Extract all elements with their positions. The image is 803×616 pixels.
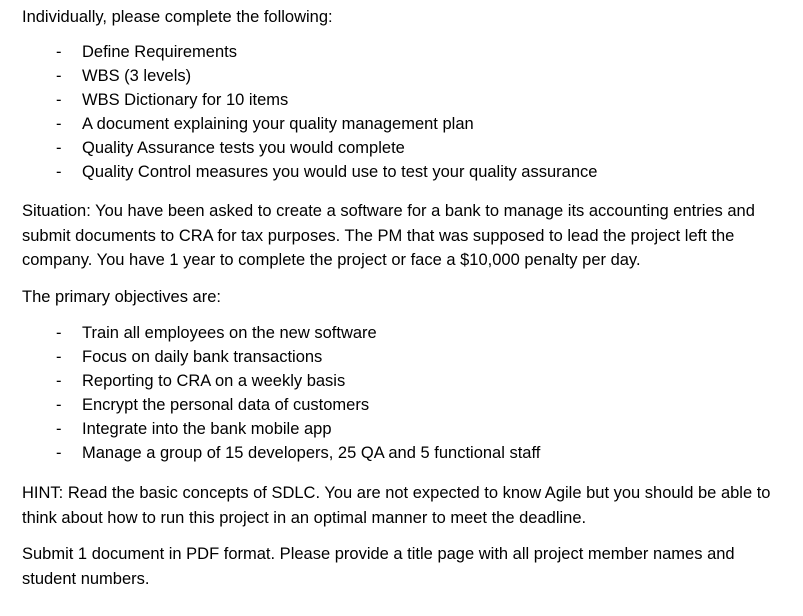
situation-paragraph <box>22 199 794 273</box>
objective-text: Focus on daily bank transactions <box>82 348 323 366</box>
bullet-dash: - <box>56 372 62 390</box>
situation-line: Situation: You have been asked to create a software for a bank to manage its accounting entries and <box>22 202 755 220</box>
objective-text: Manage a group of 15 developers, 25 QA and 5 functional staff <box>82 444 541 462</box>
bullet-dash: - <box>56 420 62 438</box>
task-text: Quality Control measures you would use to test your quality assurance <box>82 163 598 181</box>
objective-text: Integrate into the bank mobile app <box>82 420 332 438</box>
task-text: WBS (3 levels) <box>82 67 192 85</box>
bullet-dash: - <box>56 396 62 414</box>
submit-line: student numbers. <box>22 569 150 588</box>
objective-text: Reporting to CRA on a weekly basis <box>82 372 346 390</box>
bullet-dash: - <box>56 43 62 61</box>
situation-line: company. You have 1 year to complete the project or face a $10,000 penalty per day. <box>22 251 641 269</box>
bullet-dash: - <box>56 324 62 342</box>
hint-paragraph <box>22 481 794 530</box>
intro-text: Individually, please complete the following: <box>22 8 333 26</box>
task-text: WBS Dictionary for 10 items <box>82 91 289 109</box>
bullet-dash: - <box>56 91 62 109</box>
bullet-dash: - <box>56 163 62 181</box>
task-text: A document explaining your quality management plan <box>82 115 474 133</box>
bullet-dash: - <box>56 348 62 366</box>
submit-paragraph <box>22 542 794 591</box>
bullet-dash: - <box>56 444 62 462</box>
situation-line: submit documents to CRA for tax purposes. The PM that was supposed to lead the project left the <box>22 226 735 245</box>
submit-line: Submit 1 document in PDF format. Please provide a title page with all project member names and <box>22 545 735 563</box>
objective-text: Train all employees on the new software <box>82 324 377 342</box>
objectives-heading: The primary objectives are: <box>22 288 221 306</box>
bullet-dash: - <box>56 139 62 157</box>
hint-line: think about how to run this project in an optimal manner to meet the deadline. <box>22 508 587 527</box>
bullet-dash: - <box>56 67 62 85</box>
hint-line: HINT: Read the basic concepts of SDLC. You are not expected to know Agile but you should be able to <box>22 484 771 502</box>
objective-text: Encrypt the personal data of customers <box>82 396 370 414</box>
bullet-dash: - <box>56 115 62 133</box>
task-text: Define Requirements <box>82 43 237 61</box>
task-text: Quality Assurance tests you would complete <box>82 139 405 157</box>
